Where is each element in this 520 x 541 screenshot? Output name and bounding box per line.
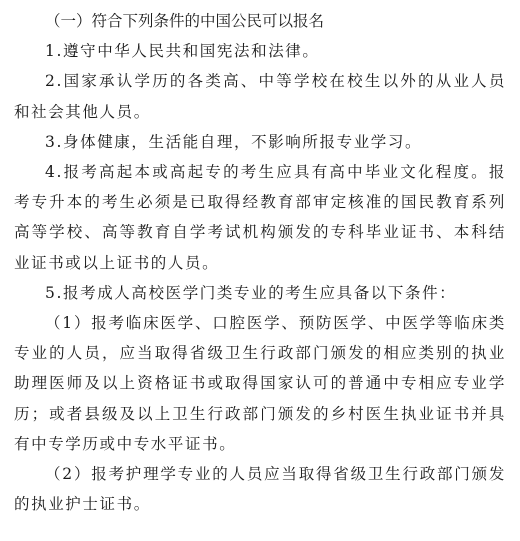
- condition-item-4: 4.报考高起本或高起专的考生应具有高中毕业文化程度。报考专升本的考生必须是已取得经教育部审定核准的国民教育系列高等学校、高等教育自学考试机构颁发的专科毕业证书、本科结业证书或以上证书的人员。: [14, 163, 506, 272]
- section-heading: （一）符合下列条件的中国公民可以报名: [45, 12, 325, 30]
- condition-item-5-2: （2）报考护理学专业的人员应当取得省级卫生行政部门颁发的执业护士证书。: [14, 465, 506, 514]
- condition-item-5: 5.报考成人高校医学门类专业的考生应具备以下条件：: [45, 283, 457, 302]
- condition-item-2: 2.国家承认学历的各类高、中等学校在校生以外的从业人员和社会其他人员。: [14, 72, 506, 121]
- condition-item-5-1: （1）报考临床医学、口腔医学、预防医学、中医学等临床类专业的人员，应当取得省级卫生行政部门颁发的相应类别的执业助理医师及以上资格证书或取得国家认可的普通中专相应专业学历；或者县级及以上卫生行政部门颁发的乡村医生执业证书并具有中专学历或中专水平证书。: [14, 314, 506, 453]
- condition-item-3: 3.身体健康，生活能自理，不影响所报专业学习。: [45, 132, 423, 151]
- condition-item-1: 1.遵守中华人民共和国宪法和法律。: [45, 42, 320, 61]
